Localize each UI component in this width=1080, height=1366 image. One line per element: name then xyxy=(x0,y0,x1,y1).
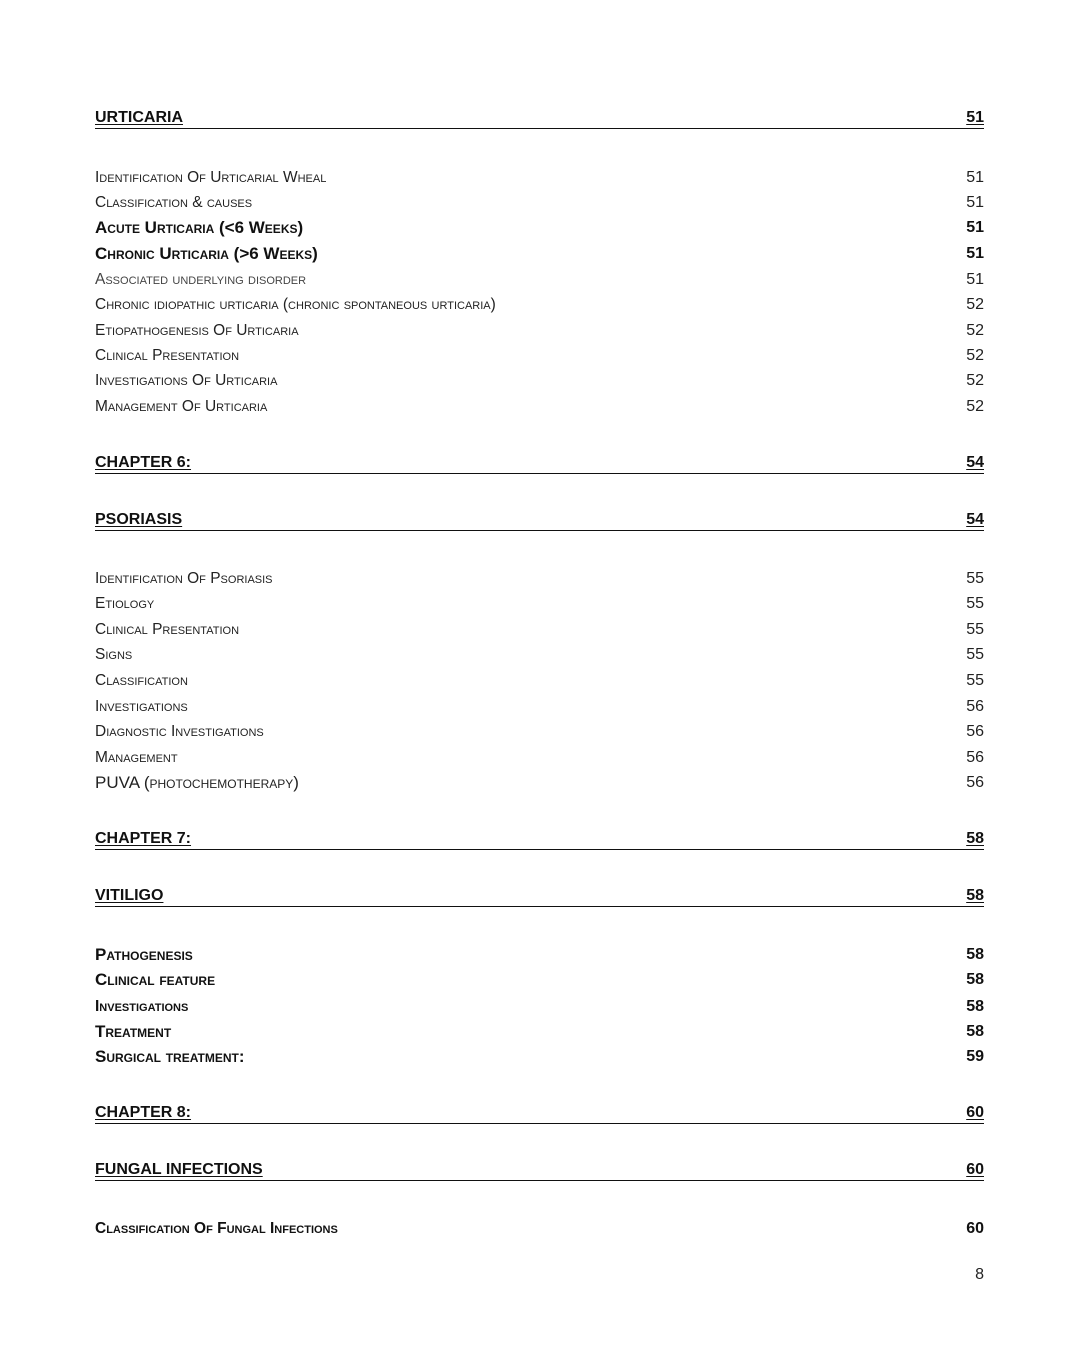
toc-entry-title: Classification Of Fungal Infections xyxy=(95,1220,338,1237)
page-number: 8 xyxy=(975,1266,984,1283)
toc-entry-title: Surgical treatment: xyxy=(95,1047,245,1066)
toc-entry-page: 56 xyxy=(966,774,984,791)
toc-entry-title: Acute Urticaria (<6 Weeks) xyxy=(95,218,304,237)
toc-entry xyxy=(95,240,984,264)
toc-entry xyxy=(95,317,984,341)
toc-entry xyxy=(95,1215,984,1239)
toc-entry-page: 52 xyxy=(966,398,984,415)
toc-entry xyxy=(95,590,984,614)
toc-entry-page: 59 xyxy=(966,1048,984,1065)
toc-entry-title: Clinical Presentation xyxy=(95,621,240,638)
toc-entry-title: Management Of Urticaria xyxy=(95,398,268,415)
toc-entry-page: 60 xyxy=(966,1220,984,1237)
toc-entry xyxy=(95,214,984,238)
toc-entry-title: Etiopathogenesis Of Urticaria xyxy=(95,322,299,339)
toc-entry-title: Management xyxy=(95,749,178,766)
toc-entry-title: Classification xyxy=(95,672,188,689)
toc-entry-page: 55 xyxy=(966,570,984,587)
toc-entry-page: 58 xyxy=(966,946,984,963)
toc-entry-title: Treatment xyxy=(95,1022,172,1041)
toc-entry-page: 51 xyxy=(966,219,984,236)
toc-heading-page: 54 xyxy=(966,454,984,471)
toc-heading-page: 58 xyxy=(966,830,984,847)
toc-entry-page: 56 xyxy=(966,749,984,766)
toc-heading-chapter-7 xyxy=(95,827,984,850)
toc-entry-title: Investigations xyxy=(95,998,189,1015)
toc-entry xyxy=(95,641,984,665)
toc-entry-title: Investigations Of Urticaria xyxy=(95,372,278,389)
toc-entry-page: 51 xyxy=(966,194,984,211)
toc-entry-page: 55 xyxy=(966,595,984,612)
toc-entry xyxy=(95,616,984,640)
toc-entry-title: Identification Of Urticarial Wheal xyxy=(95,169,327,186)
toc-entry xyxy=(95,744,984,768)
toc-heading-title: CHAPTER 6: xyxy=(95,454,192,471)
toc-entry-page: 58 xyxy=(966,998,984,1015)
toc-entry-page: 58 xyxy=(966,971,984,988)
toc-entry xyxy=(95,266,984,290)
toc-entry-title: Signs xyxy=(95,646,133,663)
toc-entry xyxy=(95,164,984,188)
toc-entry-page: 58 xyxy=(966,1023,984,1040)
toc-entry xyxy=(95,966,984,990)
toc-heading-fungal-infections xyxy=(95,1158,984,1181)
toc-entry-page: 52 xyxy=(966,322,984,339)
toc-heading-page: 54 xyxy=(966,511,984,528)
toc-entry xyxy=(95,693,984,717)
toc-entry xyxy=(95,189,984,213)
toc-heading-page: 58 xyxy=(966,887,984,904)
toc-entry-page: 51 xyxy=(966,245,984,262)
toc-entry-page: 55 xyxy=(966,621,984,638)
toc-heading-chapter-6 xyxy=(95,451,984,474)
toc-entry-page: 51 xyxy=(966,271,984,288)
toc-entry xyxy=(95,718,984,742)
toc-entry-title: Investigations xyxy=(95,698,188,715)
toc-heading-title: CHAPTER 8: xyxy=(95,1104,192,1121)
toc-entry-title: PUVA (photochemotherapy) xyxy=(95,773,299,792)
toc-heading-title: CHAPTER 7: xyxy=(95,830,192,847)
toc-heading-page: 60 xyxy=(966,1104,984,1121)
toc-heading-urticaria xyxy=(95,106,984,129)
toc-heading-title: FUNGAL INFECTIONS xyxy=(95,1161,263,1178)
toc-entry xyxy=(95,941,984,965)
toc-entry xyxy=(95,993,984,1017)
toc-entry xyxy=(95,1043,984,1067)
toc-entry xyxy=(95,367,984,391)
toc-entry-page: 55 xyxy=(966,646,984,663)
toc-heading-page: 51 xyxy=(966,109,984,126)
toc-entry-title: Classification & causes xyxy=(95,194,253,211)
toc-entry-page: 52 xyxy=(966,296,984,313)
toc-entry-title: Etiology xyxy=(95,595,155,612)
toc-heading-title: PSORIASIS xyxy=(95,511,183,528)
toc-entry-title: Chronic Urticaria (>6 Weeks) xyxy=(95,244,318,263)
toc-entry xyxy=(95,565,984,589)
toc-entry xyxy=(95,1018,984,1042)
toc-entry xyxy=(95,667,984,691)
toc-entry xyxy=(95,769,984,793)
toc-entry-page: 56 xyxy=(966,698,984,715)
toc-heading-vitiligo xyxy=(95,884,984,907)
toc-entry-title: Identification Of Psoriasis xyxy=(95,570,273,587)
toc-entry xyxy=(95,291,984,315)
toc-entry-title: Clinical Presentation xyxy=(95,347,240,364)
toc-entry xyxy=(95,393,984,417)
toc-entry-title: Diagnostic Investigations xyxy=(95,723,264,740)
toc-heading-chapter-8 xyxy=(95,1101,984,1124)
toc-heading-title: URTICARIA xyxy=(95,109,183,126)
toc-entry-page: 51 xyxy=(966,169,984,186)
toc-entry-page: 56 xyxy=(966,723,984,740)
toc-heading-psoriasis xyxy=(95,508,984,531)
toc-entry-title: Pathogenesis xyxy=(95,945,193,964)
toc-heading-page: 60 xyxy=(966,1161,984,1178)
toc-heading-title: VITILIGO xyxy=(95,887,164,904)
toc-entry xyxy=(95,342,984,366)
toc-entry-page: 52 xyxy=(966,372,984,389)
toc-entry-page: 55 xyxy=(966,672,984,689)
toc-entry-title: Clinical feature xyxy=(95,970,216,989)
toc-entry-page: 52 xyxy=(966,347,984,364)
toc-entry-title: Associated underlying disorder xyxy=(95,271,307,288)
toc-entry-title: Chronic idiopathic urticaria (chronic spontaneous urticaria) xyxy=(95,296,496,313)
